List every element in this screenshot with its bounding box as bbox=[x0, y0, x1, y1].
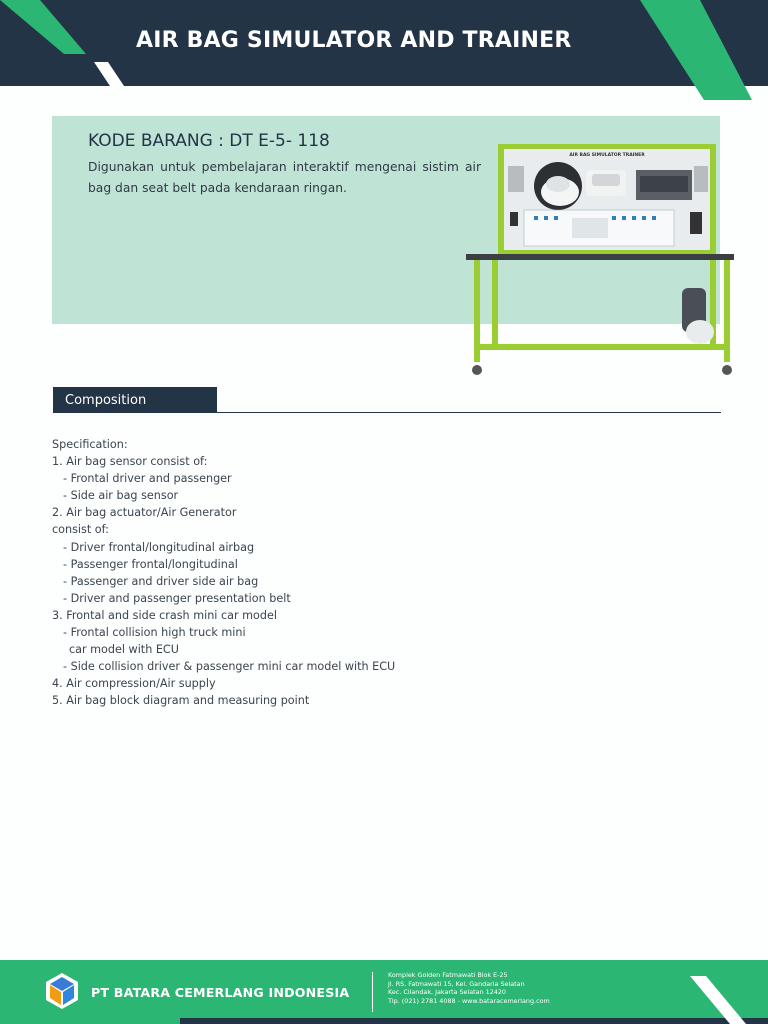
company-address bbox=[388, 971, 550, 1005]
spec-line: - Driver frontal/longitudinal airbag bbox=[63, 540, 255, 554]
spec-line: 5. Air bag block diagram and measuring point bbox=[52, 694, 310, 708]
spec-line: - Passenger frontal/longitudinal bbox=[63, 557, 238, 571]
company-name: PT BATARA CEMERLANG INDONESIA bbox=[91, 985, 350, 1000]
table-top bbox=[466, 254, 734, 260]
spec-line: - Passenger and driver side air bag bbox=[63, 574, 259, 588]
trainer-photo bbox=[462, 140, 738, 384]
product-code: KODE BARANG : DT E-5- 118 bbox=[88, 131, 330, 151]
table-base bbox=[474, 344, 730, 350]
spec-line: Specification: bbox=[52, 438, 128, 451]
spec-line: - Frontal driver and passenger bbox=[63, 472, 232, 486]
address-line: Jl. RS. Fatmawati 15, Kel. Gandaria Selatan bbox=[388, 979, 525, 988]
page-title: AIR BAG SIMULATOR AND TRAINER bbox=[136, 28, 572, 53]
spec-line: 2. Air bag actuator/Air Generator bbox=[52, 506, 237, 520]
address-line: Komplek Golden Fatmawati Blok E-25 bbox=[388, 971, 508, 979]
specification-list bbox=[52, 436, 395, 710]
spec-line: - Side collision driver & passenger mini car model with ECU bbox=[63, 660, 396, 674]
spec-line: consist of: bbox=[52, 523, 109, 537]
spec-line: - Driver and passenger presentation belt bbox=[63, 591, 291, 605]
spec-line: - Frontal collision high truck mini bbox=[63, 626, 246, 640]
composition-heading: Composition bbox=[53, 387, 217, 413]
board-title: AIR BAG SIMULATOR TRAINER bbox=[569, 153, 645, 158]
spec-line: car model with ECU bbox=[69, 643, 179, 657]
product-description: Digunakan untuk pembelajaran interaktif mengenai sistim air bag dan seat belt pada kendaraan ringan. bbox=[88, 160, 481, 195]
section-divider bbox=[217, 412, 721, 413]
address-line: Tlp. (021) 2781 4088 - www.bataracemerlang.com bbox=[388, 996, 550, 1005]
spec-line: - Side air bag sensor bbox=[63, 489, 179, 503]
company-logo-icon bbox=[44, 972, 80, 1010]
spec-line: 3. Frontal and side crash mini car model bbox=[52, 608, 277, 622]
address-line: Kec. Cilandak, Jakarta Selatan 12420 bbox=[388, 988, 506, 997]
spec-line: 4. Air compression/Air supply bbox=[52, 677, 216, 691]
page-header bbox=[0, 0, 768, 100]
footer-divider bbox=[372, 972, 373, 1012]
spec-line: 1. Air bag sensor consist of: bbox=[52, 455, 208, 469]
